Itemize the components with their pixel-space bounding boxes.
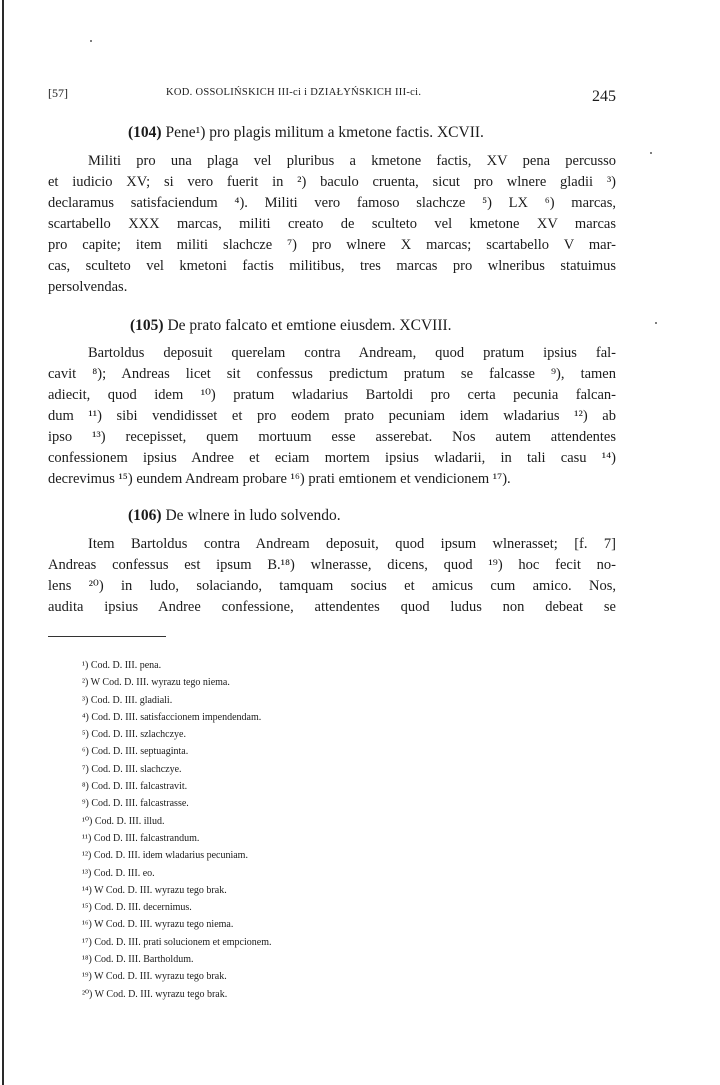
text-line: audita ipsius Andree confessione, attendentes quod ludus non debeat se xyxy=(48,599,616,615)
section-body xyxy=(48,534,616,618)
text-line: Militi pro una plaga vel pluribus a kmetone factis, XV pena percusso xyxy=(88,153,616,169)
text-line: cavit ⁸); Andreas licet sit confessus predictum pratum se falcasse ⁹), tamen xyxy=(48,366,616,382)
text-line: confessionem ipsius Andree et eciam mortem ipsius wladarii, in tali casu ¹⁴) xyxy=(48,450,616,466)
section-number: (105) xyxy=(130,317,164,334)
footnote: ⁷) Cod. D. III. slachczye. xyxy=(82,763,182,775)
section-body xyxy=(48,151,616,298)
text-line: lens ²⁰) in ludo, solaciando, tamquam socius et amicus cum amico. Nos, xyxy=(48,578,616,594)
footnote: ⁵) Cod. D. III. szlachczye. xyxy=(82,729,186,741)
text-line: declaramus satisfaciendum ⁴). Militi vero famoso slachcze ⁵) LX ⁶) marcas, xyxy=(48,195,616,211)
text-line: ipso ¹³) recepisset, quem mortuum esse asserebat. Nos autem attendentes xyxy=(48,429,616,445)
footnote: ⁸) Cod. D. III. falcastravit. xyxy=(82,781,188,793)
text-line: decrevimus ¹⁵) eundem Andream probare ¹⁶) prati emtionem et vendicionem ¹⁷). xyxy=(48,471,511,487)
footnote: ¹⁵) Cod. D. III. decernimus. xyxy=(82,902,192,914)
footnote: ¹⁴) W Cod. D. III. wyrazu tego brak. xyxy=(82,884,227,896)
section-heading xyxy=(130,317,452,335)
footnote-divider xyxy=(48,636,166,637)
section-number: (106) xyxy=(128,507,162,524)
scan-speck xyxy=(650,152,652,154)
text-line: scartabello XXX marcas, militi creato de sculteto vel kmetone XV marcas xyxy=(48,216,616,232)
section-number: (104) xyxy=(128,124,162,141)
footnote: ⁴) Cod. D. III. satisfaccionem impendendam. xyxy=(82,711,262,723)
footnote: ¹²) Cod. D. III. idem wladarius pecuniam. xyxy=(82,850,248,862)
page-number: 245 xyxy=(592,88,616,105)
section-body xyxy=(48,343,616,490)
section-title: Pene¹) pro plagis militum a kmetone factis. XCVII. xyxy=(165,124,484,141)
header-title: KOD. OSSOLIŃSKICH III-ci i DZIAŁYŃSKICH III-ci. xyxy=(166,87,422,98)
footnote: ¹⁰) Cod. D. III. illud. xyxy=(82,815,165,827)
scan-speck xyxy=(90,40,92,42)
text-line: pro capite; item militi slachcze ⁷) pro wlnere X marcas; scartabello V mar- xyxy=(48,237,616,253)
footnote: ¹) Cod. D. III. pena. xyxy=(82,660,162,671)
footnote: ⁶) Cod. D. III. septuaginta. xyxy=(82,746,189,758)
text-line: Bartoldus deposuit querelam contra Andream, quod pratum ipsius fal- xyxy=(88,345,616,361)
text-line: dum ¹¹) sibi vendidisset et pro eodem prato pecuniam idem wladarius ¹²) ab xyxy=(48,408,616,424)
text-line: Andreas confessus est ipsum B.¹⁸) wlnerasse, dicens, quod ¹⁹) hoc fecit no- xyxy=(48,557,616,573)
text-line: et iudicio XV; si vero fuerit in ²) baculo cruenta, sicut pro wlnere gladii ³) xyxy=(48,174,616,190)
text-line: persolvendas. xyxy=(48,279,128,295)
footnote: ¹⁶) W Cod. D. III. wyrazu tego niema. xyxy=(82,919,234,931)
footnotes xyxy=(82,657,272,1003)
header-section-number: [57] xyxy=(48,86,68,100)
footnote: ²) W Cod. D. III. wyrazu tego niema. xyxy=(82,677,230,689)
scan-speck xyxy=(655,322,657,324)
footnote: ²⁰) W Cod. D. III. wyrazu tego brak. xyxy=(82,988,228,1000)
page-edge-line xyxy=(2,0,4,1085)
section-heading xyxy=(128,124,484,142)
text-line: Item Bartoldus contra Andream deposuit, quod ipsum wlnerasset; [f. 7] xyxy=(88,536,616,552)
footnote: ¹³) Cod. D. III. eo. xyxy=(82,867,155,879)
text-line: cas, sculteto vel kmetoni factis militibus, tres marcas pro wlneribus statuimus xyxy=(48,258,616,274)
section-title: De prato falcato et emtione eiusdem. XCVIII. xyxy=(167,317,452,334)
footnote: ¹⁸) Cod. D. III. Bartholdum. xyxy=(82,954,194,966)
section-heading xyxy=(128,507,341,525)
footnote: ¹⁷) Cod. D. III. prati solucionem et empcionem. xyxy=(82,936,272,948)
footnote: ⁹) Cod. D. III. falcastrasse. xyxy=(82,798,189,810)
text-line: adiecit, quod idem ¹⁰) pratum wladarius Bartoldi pro certa pecunia falcan- xyxy=(48,387,616,403)
running-header xyxy=(48,86,616,108)
footnote: ³) Cod. D. III. gladiali. xyxy=(82,694,173,706)
footnote: ¹¹) Cod D. III. falcastrandum. xyxy=(82,832,200,844)
section-title: De wlnere in ludo solvendo. xyxy=(165,507,341,524)
footnote: ¹⁹) W Cod. D. III. wyrazu tego brak. xyxy=(82,971,227,983)
